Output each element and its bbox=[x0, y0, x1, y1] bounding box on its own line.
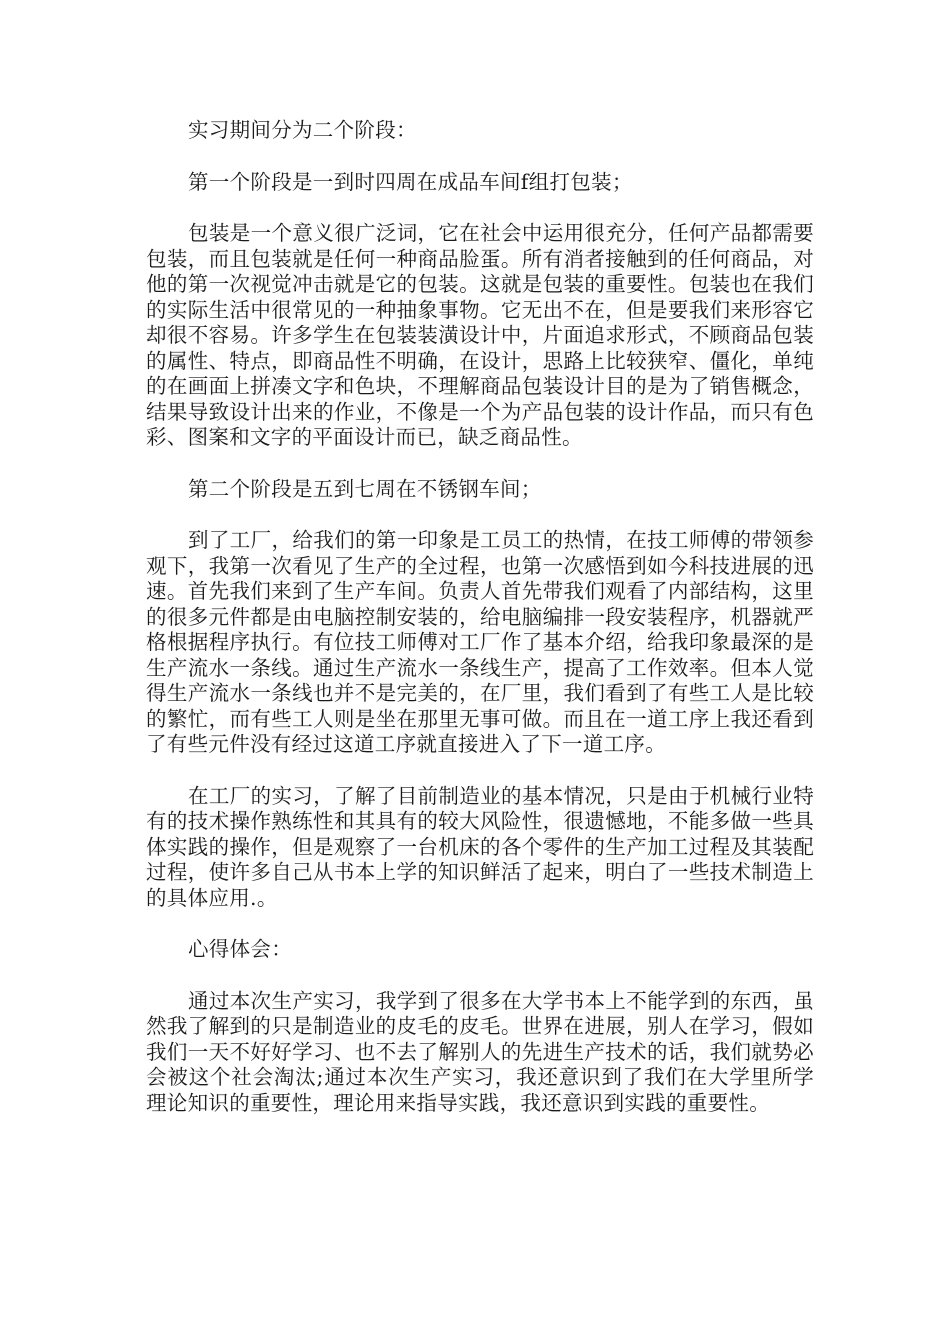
document-body bbox=[146, 118, 814, 1142]
paragraph-reflections-heading: 心得体会： bbox=[188, 937, 292, 961]
paragraph-reflections: 通过本次生产实习，我学到了很多在大学书本上不能学到的东西，虽然我了解到的只是制造业的皮毛的皮毛。世界在进展，别人在学习，假如我们一天不好好学习、也不去了解别人的先进生产技术的话，我们就势必会被这个社会淘汰;通过本次生产实习，我还意识到了我们在大学里所学理论知识的重要性，理论用来指导实践，我还意识到实践的重要性。 bbox=[146, 988, 814, 1115]
paragraph-stage-one: 第一个阶段是一到时四周在成品车间f组打包装； bbox=[188, 169, 633, 194]
paragraph-factory-internship: 在工厂的实习，了解了目前制造业的基本情况，只是由于机械行业特有的技术操作熟练性和其具有的较大风险性，很遗憾地，不能多做一些具体实践的操作，但是观察了一台机床的各个零件的生产加工过程及其装配过程，使许多自己从书本上学的知识鲜活了起来，明白了一些技术制造上的具体应用.。 bbox=[146, 783, 814, 910]
paragraph-packaging: 包装是一个意义很广泛词，它在社会中运用很充分，任何产品都需要包装，而且包装就是任何一种商品脸蛋。所有消者接触到的任何商品，对他的第一次视觉冲击就是它的包装。这就是包装的重要性。包装也在我们的实际生活中很常见的一种抽象事物。它无出不在，但是要我们来形容它却很不容易。许多学生在包装装潢设计中，片面追求形式，不顾商品包装的属性、特点，即商品性不明确，在设计，思路上比较狭窄、僵化，单纯的在画面上拼凑文字和色块，不理解商品包装设计目的是为了销售概念，结果导致设计出来的作业，不像是一个为产品包装的设计作品，而只有色彩、图案和文字的平面设计而已，缺乏商品性。 bbox=[146, 221, 814, 449]
paragraph-factory-visit: 到了工厂，给我们的第一印象是工员工的热情，在技工师傅的带领参观下，我第一次看见了生产的全过程，也第一次感悟到如今科技进展的迅速。首先我们来到了生产车间。负责人首先带我们观看了内部结构，这里的很多元件都是由电脑控制安装的，给电脑编排一段安装程序，机器就严格根据程序执行。有位技工师傅对工厂作了基本介绍，给我印象最深的是生产流水一条线。通过生产流水一条线生产，提高了工作效率。但本人觉得生产流水一条线也并不是完美的，在厂里，我们看到了有些工人是比较的繁忙，而有些工人则是坐在那里无事可做。而且在一道工序上我还看到了有些元件没有经过这道工序就直接进入了下一道工序。 bbox=[146, 528, 814, 756]
paragraph-stage-two: 第二个阶段是五到七周在不锈钢车间； bbox=[188, 476, 542, 501]
paragraph-stages-intro: 实习期间分为二个阶段： bbox=[188, 118, 417, 142]
